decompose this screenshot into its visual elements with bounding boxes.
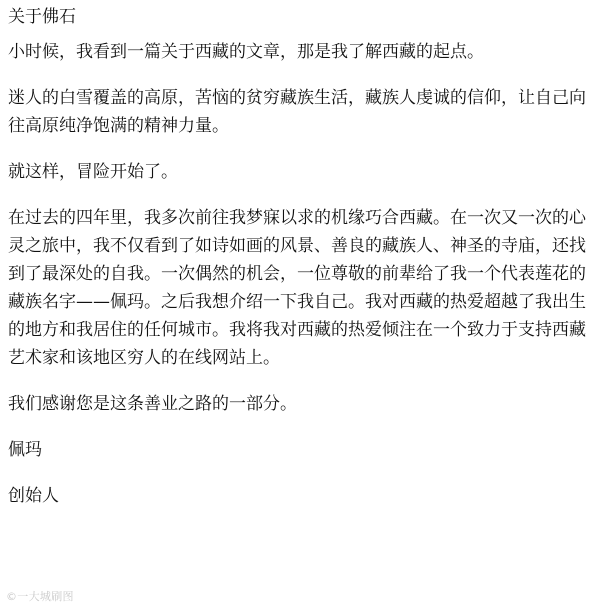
spacer xyxy=(8,28,588,38)
paragraph-4: 在过去的四年里，我多次前往我梦寐以求的机缘巧合西藏。在一次又一次的心灵之旅中，我不仅看到了如诗如画的风景、善良的藏族人、神圣的寺庙，还找到了最深处的自我。一次偶然的机会，一位尊敬的前辈给了我一个代表莲花的藏族名字——佩玛。之后我想介绍一下我自己。我对西藏的热爱超越了我出生的地方和我居住的任何城市。我将我对西藏的热爱倾注在一个致力于支持西藏艺术家和该地区穷人的在线网站上。 xyxy=(8,208,586,368)
paragraph-1: 小时候，我看到一篇关于西藏的文章，那是我了解西藏的起点。 xyxy=(8,42,484,62)
spacer xyxy=(8,418,588,436)
watermark-text: ©一大城刷图 xyxy=(6,590,74,603)
signature-name: 佩玛 xyxy=(8,440,42,460)
signature-title: 创始人 xyxy=(8,486,59,506)
paragraph-3: 就这样，冒险开始了。 xyxy=(8,162,178,182)
spacer xyxy=(8,186,588,204)
spacer xyxy=(8,66,588,84)
spacer xyxy=(8,140,588,158)
paragraph-2: 迷人的白雪覆盖的高原，苦恼的贫穷藏族生活，藏族人虔诚的信仰，让自己向往高原纯净饱满的精神力量。 xyxy=(8,88,586,136)
paragraph-5: 我们感谢您是这条善业之路的一部分。 xyxy=(8,394,297,414)
spacer xyxy=(8,372,588,390)
spacer xyxy=(8,464,588,482)
article-title: 关于佛石 xyxy=(8,7,76,27)
